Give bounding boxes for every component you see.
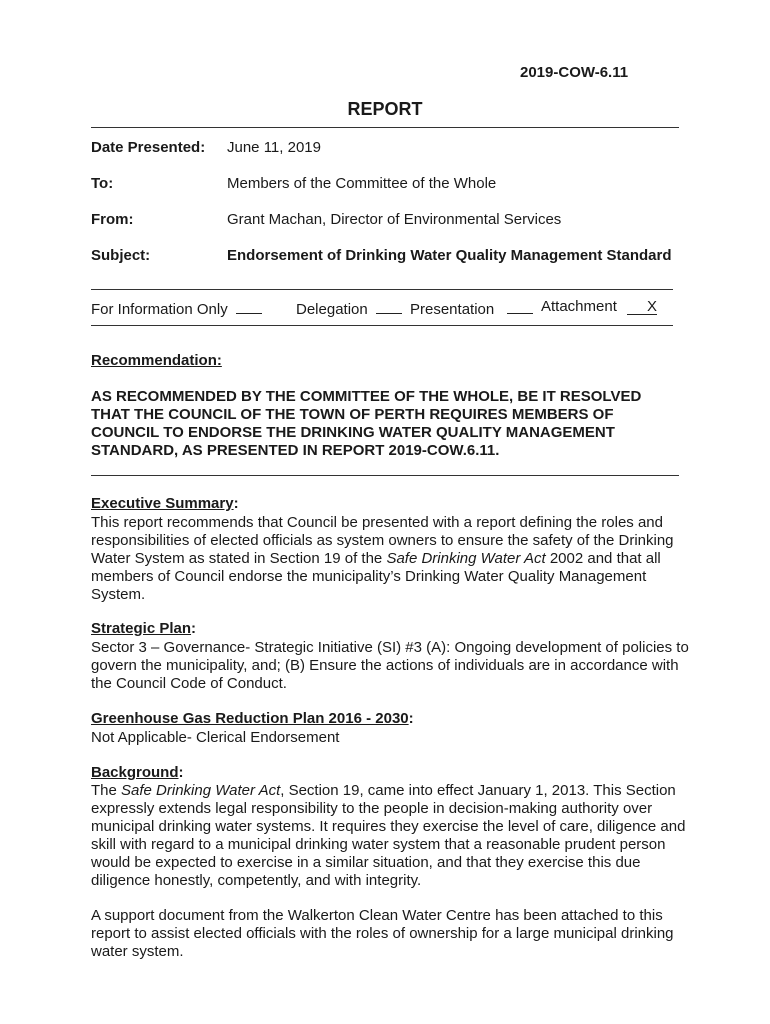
report-number: 2019-COW-6.11	[520, 64, 629, 81]
option-delegation: Delegation	[296, 298, 402, 318]
executive-summary-text: This report recommends that Council be presented with a report defining the roles and responsibilities of elected officials as system owners to ensure the safety of the Drinking Water System as stated in Section 19 of the Safe Drinking Water Act 2002 and that all members of Council endorse the municipality’s Drinking Water Quality Management System.	[91, 514, 674, 603]
executive-summary-heading: Executive Summary:	[91, 495, 239, 512]
presentation-blank	[507, 298, 533, 314]
subject-label: Subject:	[91, 247, 151, 264]
background-text: The Safe Drinking Water Act, Section 19, came into effect January 1, 2013. This Section expressly extends legal responsibility to the people in decision-making authority over municipal drinking water systems. It requires they exercise the level of care, diligence and skill with regard to a municipal drinking water system that a reasonable prudent person would be expected to exercise in a similar situation, and that they exercise this due diligence honestly, competently, and with integrity.	[91, 782, 686, 889]
from-value: Grant Machan, Director of Environmental Services	[227, 211, 562, 228]
delegation-blank	[376, 298, 402, 314]
options-top-divider	[91, 289, 673, 290]
option-attachment: Attachment X	[541, 298, 658, 315]
background-heading: Background:	[91, 764, 184, 781]
act-name: Safe Drinking Water Act	[121, 782, 281, 799]
to-label: To:	[91, 175, 114, 192]
attachment-check-mark: X	[627, 299, 657, 315]
ghg-plan-heading: Greenhouse Gas Reduction Plan 2016 - 2030:	[91, 710, 414, 727]
recommendation-text: AS RECOMMENDED BY THE COMMITTEE OF THE WHOLE, BE IT RESOLVED THAT THE COUNCIL OF THE TOWN OF PERTH REQUIRES MEMBERS OF COUNCIL TO ENDORSE THE DRINKING WATER QUALITY MANAGEMENT STANDARD, AS PRESENTED IN REPORT 2019-COW.6.11.	[91, 388, 642, 459]
title-divider	[91, 127, 679, 128]
recommendation-heading: Recommendation:	[91, 352, 222, 369]
option-presentation: Presentation	[410, 298, 533, 318]
subject-value: Endorsement of Drinking Water Quality Management Standard	[227, 247, 672, 264]
to-value: Members of the Committee of the Whole	[227, 175, 497, 192]
option-information-only: For Information Only	[91, 298, 262, 318]
date-label: Date Presented:	[91, 139, 206, 156]
date-value: June 11, 2019	[227, 139, 321, 156]
background-text-2: A support document from the Walkerton Clean Water Centre has been attached to this report to assist elected officials with the roles of ownership for a large municipal drinking water system.	[91, 907, 674, 960]
from-label: From:	[91, 211, 134, 228]
strategic-plan-heading: Strategic Plan:	[91, 620, 197, 637]
report-type-options	[91, 298, 681, 320]
strategic-plan-text: Sector 3 – Governance- Strategic Initiative (SI) #3 (A): Ongoing development of policies to govern the municipality, and; (B) Ensure the actions of individuals are in accordance with the Council Code of Conduct.	[91, 639, 689, 692]
page-title: REPORT	[347, 99, 423, 119]
recommendation-divider	[91, 475, 679, 476]
act-name: Safe Drinking Water Act	[386, 550, 546, 567]
ghg-plan-text: Not Applicable- Clerical Endorsement	[91, 729, 340, 746]
options-bottom-divider	[91, 325, 673, 326]
information-only-blank	[236, 298, 262, 314]
